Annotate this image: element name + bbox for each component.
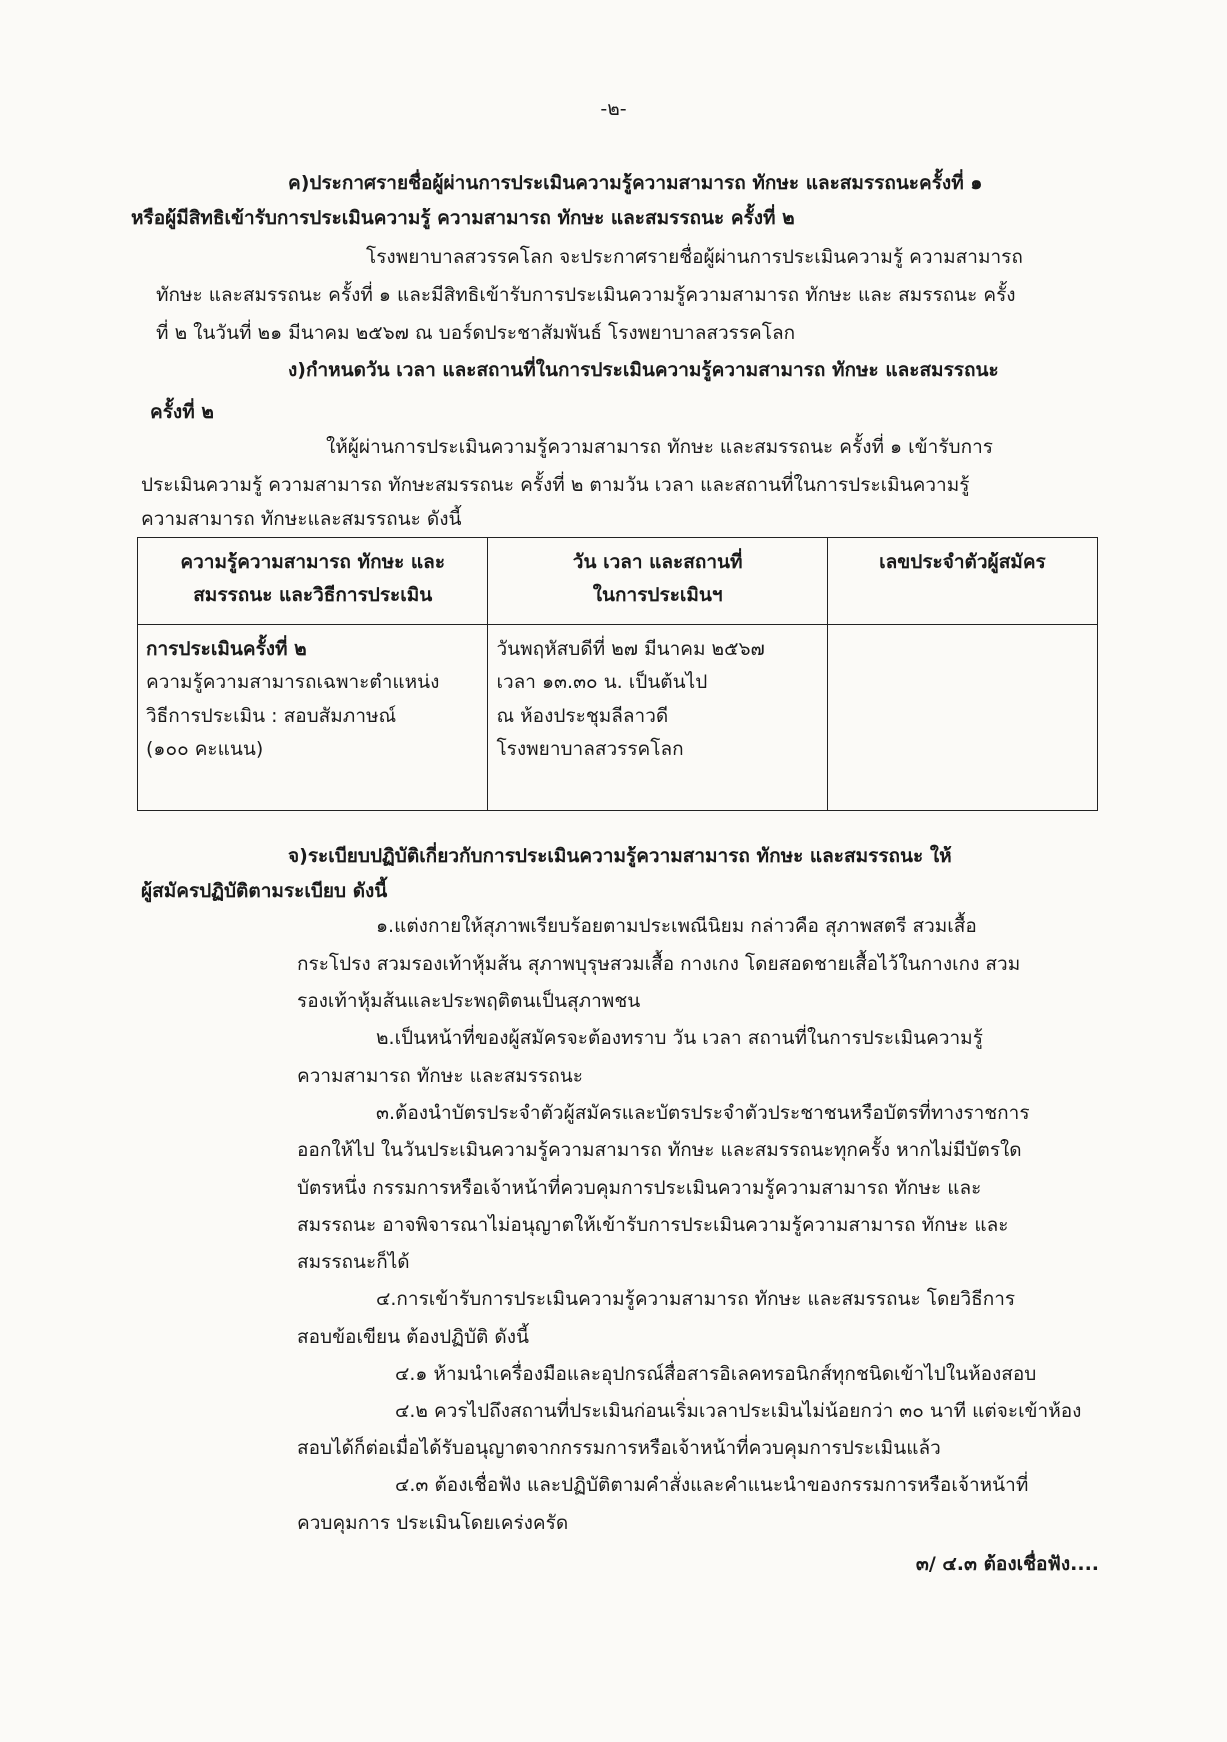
table-header-applicant-id: เลขประจำตัวผู้สมัคร xyxy=(827,538,1097,625)
continuation-note: ๓/ ๔.๓ ต้องเชื่อฟัง.... xyxy=(915,1553,1099,1575)
table-cell-date-place: วันพฤหัสบดีที่ ๒๗ มีนาคม ๒๕๖๗ เวลา ๑๓.๓๐ น. เป็นต้นไป ณ ห้องประชุมลีลาวดี โรงพยาบาลสวรรคโลก xyxy=(488,625,827,811)
section-c-heading-line2: หรือผู้มีสิทธิเข้ารับการประเมินความรู้ ความสามารถ ทักษะ และสมรรถนะ ครั้งที่ ๒ xyxy=(131,207,795,229)
section-d-heading-line2: ครั้งที่ ๒ xyxy=(150,401,214,423)
table-header-competency: ความรู้ความสามารถ ทักษะ และ สมรรถนะ และวิธีการประเมิน xyxy=(138,538,488,625)
section-d-body-line2: ประเมินความรู้ ความสามารถ ทักษะสมรรถนะ ครั้งที่ ๒ ตามวัน เวลา และสถานที่ในการประเมินความรู้ xyxy=(141,474,970,496)
section-c-heading-line1: ค)ประกาศรายชื่อผู้ผ่านการประเมินความรู้ความสามารถ ทักษะ และสมรรถนะครั้งที่ ๑ xyxy=(288,172,983,194)
rule-3-line3: บัตรหนึ่ง กรรมการหรือเจ้าหน้าที่ควบคุมการประเมินความรู้ความสามารถ ทักษะ และ xyxy=(297,1177,982,1199)
table-header-date-place: วัน เวลา และสถานที่ ในการประเมินฯ xyxy=(488,538,827,625)
rule-1-line2: กระโปรง สวมรองเท้าหุ้มส้น สุภาพบุรุษสวมเสื้อ กางเกง โดยสอดชายเสื้อไว้ในกางเกง สวม xyxy=(297,953,1021,975)
assessment-schedule-table xyxy=(137,537,1098,811)
section-d-body-line1: ให้ผู้ผ่านการประเมินความรู้ความสามารถ ทักษะ และสมรรถนะ ครั้งที่ ๑ เข้ารับการ xyxy=(326,436,993,458)
rule-3-line1: ๓.ต้องนำบัตรประจำตัวผู้สมัครและบัตรประจำตัวประชาชนหรือบัตรที่ทางราชการ xyxy=(376,1102,1030,1124)
table-cell-competency: การประเมินครั้งที่ ๒ ความรู้ความสามารถเฉพาะตำแหน่ง วิธีการประเมิน : สอบสัมภาษณ์ (๑๐๐ คะแนน) xyxy=(138,625,488,811)
section-e-heading-line1: จ)ระเบียบปฏิบัติเกี่ยวกับการประเมินความรู้ความสามารถ ทักษะ และสมรรถนะ ให้ xyxy=(288,845,952,867)
table-cell-applicant-id xyxy=(827,625,1097,811)
rule-1-line1: ๑.แต่งกายให้สุภาพเรียบร้อยตามประเพณีนิยม กล่าวคือ สุภาพสตรี สวมเสื้อ xyxy=(376,915,977,937)
table-header-row xyxy=(138,538,1098,625)
section-c-body-line2: ทักษะ และสมรรถนะ ครั้งที่ ๑ และมีสิทธิเข้ารับการประเมินความรู้ความสามารถ ทักษะ และ สมรรถนะ ครั้ง xyxy=(156,284,1016,306)
rule-3-line2: ออกให้ไป ในวันประเมินความรู้ความสามารถ ทักษะ และสมรรถนะทุกครั้ง หากไม่มีบัตรใด xyxy=(297,1139,1022,1161)
table-row xyxy=(138,625,1098,811)
rule-2-line1: ๒.เป็นหน้าที่ของผู้สมัครจะต้องทราบ วัน เวลา สถานที่ในการประเมินความรู้ xyxy=(376,1027,983,1049)
rule-4-2-line2: สอบได้ก็ต่อเมื่อได้รับอนุญาตจากกรรมการหรือเจ้าหน้าที่ควบคุมการประเมินแล้ว xyxy=(297,1437,941,1459)
rule-3-line5: สมรรถนะก็ได้ xyxy=(297,1251,410,1273)
section-d-body-line3: ความสามารถ ทักษะและสมรรถนะ ดังนี้ xyxy=(141,508,462,530)
section-d-heading-line1: ง)กำหนดวัน เวลา และสถานที่ในการประเมินความรู้ความสามารถ ทักษะ และสมรรถนะ xyxy=(288,359,999,381)
rule-2-line2: ความสามารถ ทักษะ และสมรรถนะ xyxy=(297,1065,583,1087)
rule-4-2-line1: ๔.๒ ควรไปถึงสถานที่ประเมินก่อนเริ่มเวลาประเมินไม่น้อยกว่า ๓๐ นาที แต่จะเข้าห้อง xyxy=(395,1400,1082,1422)
rule-3-line4: สมรรถนะ อาจพิจารณาไม่อนุญาตให้เข้ารับการประเมินความรู้ความสามารถ ทักษะ และ xyxy=(297,1214,1009,1236)
section-c-body-line3: ที่ ๒ ในวันที่ ๒๑ มีนาคม ๒๕๖๗ ณ บอร์ดประชาสัมพันธ์ โรงพยาบาลสวรรคโลก xyxy=(156,322,796,344)
section-e-heading-line2: ผู้สมัครปฏิบัติตามระเบียบ ดังนี้ xyxy=(141,880,388,902)
assessment-round-title: การประเมินครั้งที่ ๒ xyxy=(146,638,307,660)
rule-4-3-line1: ๔.๓ ต้องเชื่อฟัง และปฏิบัติตามคำสั่งและคำแนะนำของกรรมการหรือเจ้าหน้าที่ xyxy=(395,1474,1029,1496)
rule-4-line2: สอบข้อเขียน ต้องปฏิบัติ ดังนี้ xyxy=(297,1326,529,1348)
section-c-body-line1: โรงพยาบาลสวรรคโลก จะประกาศรายชื่อผู้ผ่านการประเมินความรู้ ความสามารถ xyxy=(366,246,1023,268)
page-number: -๒- xyxy=(600,98,627,120)
rule-4-1-line1: ๔.๑ ห้ามนำเครื่องมือและอุปกรณ์สื่อสารอิเลคทรอนิกส์ทุกชนิดเข้าไปในห้องสอบ xyxy=(395,1363,1037,1385)
rule-4-3-line2: ควบคุมการ ประเมินโดยเคร่งครัด xyxy=(297,1512,569,1534)
rule-4-line1: ๔.การเข้ารับการประเมินความรู้ความสามารถ ทักษะ และสมรรถนะ โดยวิธีการ xyxy=(376,1288,1016,1310)
rule-1-line3: รองเท้าหุ้มส้นและประพฤติตนเป็นสุภาพชน xyxy=(297,990,641,1012)
